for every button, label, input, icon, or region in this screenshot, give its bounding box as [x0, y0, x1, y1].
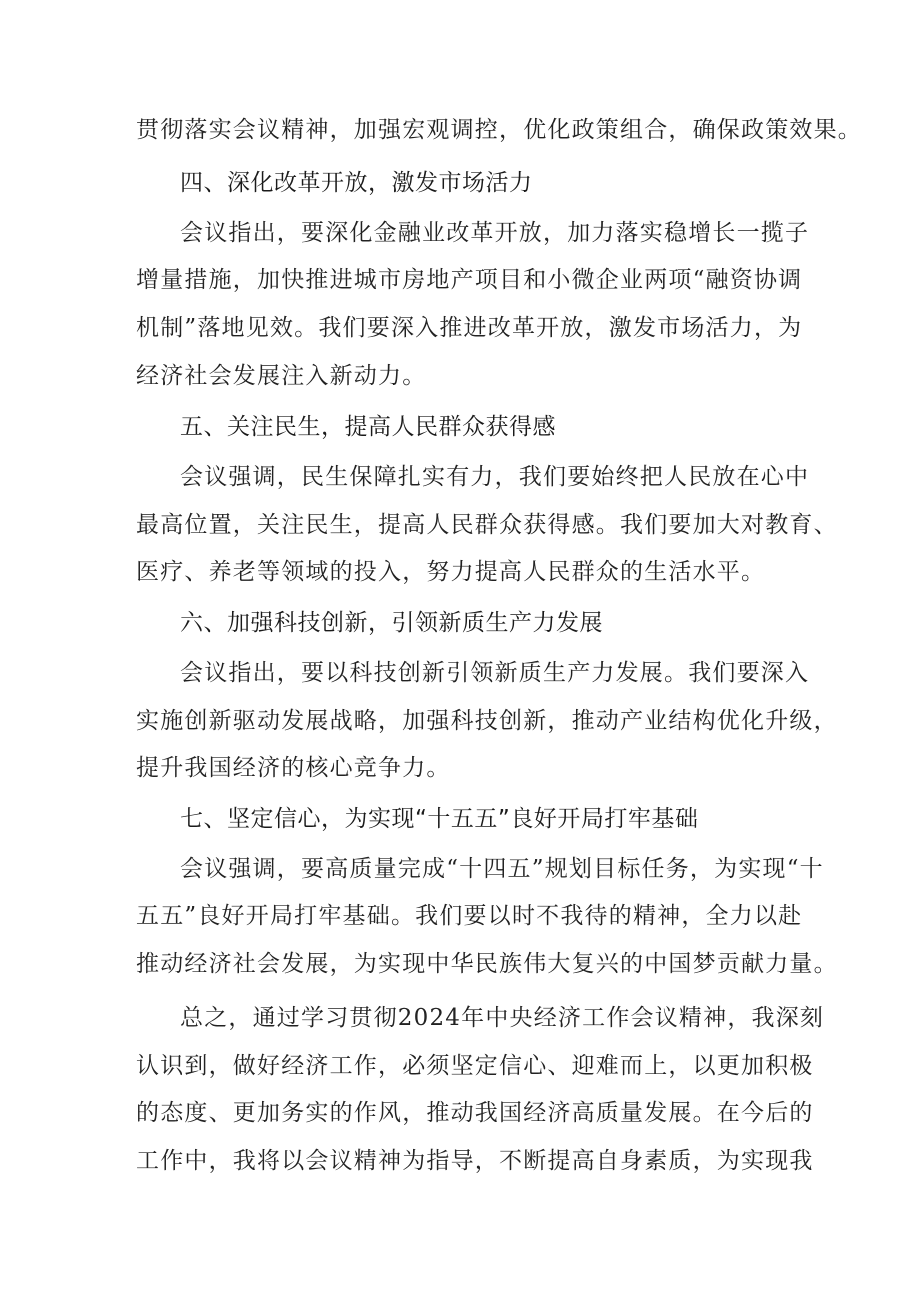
- paragraph-line: 工作中，我将以会议精神为指导，不断提高自身素质，为实现我: [136, 1148, 814, 1174]
- paragraph-line: 会议指出，要以科技创新引领新质生产力发展。我们要深入: [180, 660, 810, 686]
- paragraph-line: 五五”良好开局打牢基础。我们要以时不我待的精神，全力以赴: [136, 903, 803, 929]
- paragraph-line: 贯彻落实会议精神，加强宏观调控，优化政策组合，确保政策效果。: [136, 117, 862, 143]
- paragraph-line: 推动经济社会发展，为实现中华民族伟大复兴的中国梦贡献力量。: [136, 951, 838, 977]
- paragraph-line: 总之，通过学习贯彻2024年中央经济工作会议精神，我深刻: [180, 1005, 825, 1031]
- paragraph-line: 认识到，做好经济工作，必须坚定信心、迎难而上，以更加积极: [136, 1053, 814, 1079]
- paragraph-line: 会议强调，要高质量完成“十四五”规划目标任务，为实现“十: [180, 856, 824, 882]
- paragraph-line: 医疗、养老等领域的投入，努力提高人民群众的生活水平。: [136, 559, 766, 585]
- section-heading: 六、加强科技创新，引领新质生产力发展: [180, 610, 603, 636]
- section-heading: 四、深化改革开放，激发市场活力: [180, 170, 533, 196]
- paragraph-line: 的态度、更加务实的作风，推动我国经济高质量发展。在今后的: [136, 1100, 814, 1126]
- paragraph-line: 增量措施，加快推进城市房地产项目和小微企业两项“融资协调: [136, 267, 803, 293]
- section-heading: 七、坚定信心，为实现“十五五”良好开局打牢基础: [180, 806, 699, 832]
- paragraph-line: 会议指出，要深化金融业改革开放，加力落实稳增长一揽子: [180, 220, 810, 246]
- paragraph-line: 实施创新驱动发展战略，加强科技创新，推动产业结构优化升级，: [136, 708, 838, 734]
- section-heading: 五、关注民生，提高人民群众获得感: [180, 414, 556, 440]
- paragraph-line: 提升我国经济的核心竞争力。: [136, 755, 451, 781]
- paragraph-line: 经济社会发展注入新动力。: [136, 363, 427, 389]
- paragraph-line: 机制”落地见效。我们要深入推进改革开放，激发市场活力，为: [136, 315, 803, 341]
- paragraph-line: 最高位置，关注民生，提高人民群众获得感。我们要加大对教育、: [136, 512, 838, 538]
- paragraph-line: 会议强调，民生保障扎实有力，我们要始终把人民放在心中: [180, 464, 810, 490]
